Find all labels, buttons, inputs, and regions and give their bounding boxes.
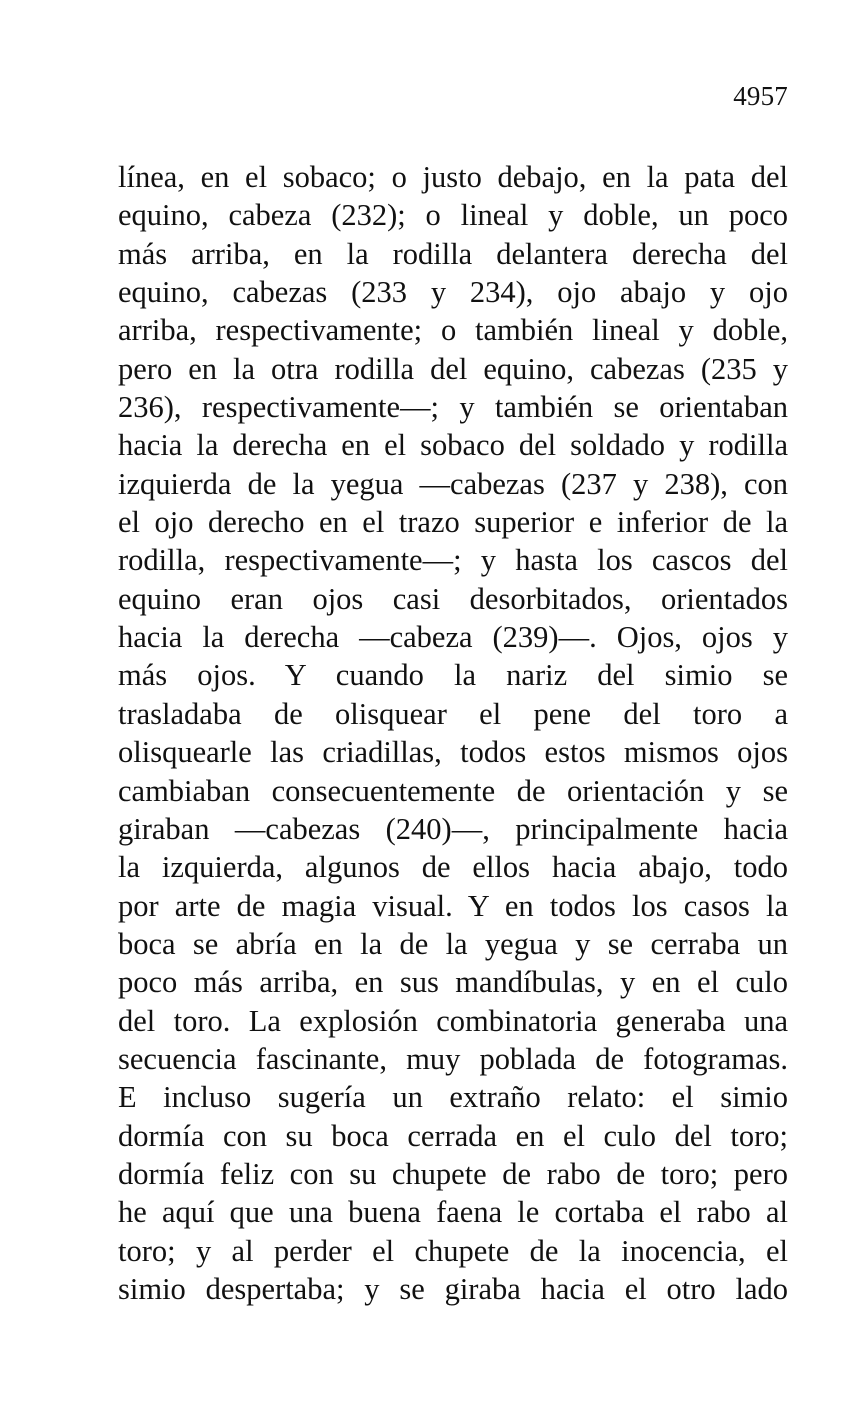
- text-line: he aquí que una buena faena le cortaba el rabo al: [118, 1195, 788, 1230]
- text-line: el ojo derecho en el trazo superior e inferior de la: [118, 505, 788, 540]
- text-line: giraban —cabezas (240)—, principalmente hacia: [118, 811, 788, 846]
- body-text: [118, 158, 788, 1308]
- text-line: por arte de magia visual. Y en todos los casos la: [118, 888, 788, 923]
- text-line: hacia la derecha en el sobaco del soldado y rodilla: [118, 428, 788, 463]
- text-line: arriba, respectivamente; o también lineal y doble,: [118, 313, 788, 348]
- text-line: del toro. La explosión combinatoria generaba una: [118, 1003, 788, 1038]
- text-line: izquierda de la yegua —cabezas (237 y 238), con: [118, 466, 788, 501]
- text-line: cambiaban consecuentemente de orientación y se: [118, 773, 788, 808]
- text-line: trasladaba de olisquear el pene del toro a: [118, 696, 788, 731]
- text-line: línea, en el sobaco; o justo debajo, en la pata del: [118, 160, 788, 194]
- text-line: boca se abría en la de la yegua y se cerraba un: [118, 926, 788, 961]
- text-line: olisquearle las criadillas, todos estos mismos ojos: [118, 735, 788, 770]
- text-line: dormía feliz con su chupete de rabo de toro; pero: [118, 1156, 788, 1191]
- text-line: equino, cabeza (232); o lineal y doble, un poco: [118, 198, 788, 233]
- text-line: poco más arriba, en sus mandíbulas, y en el culo: [118, 965, 788, 1000]
- text-line: secuencia fascinante, muy poblada de fotogramas.: [118, 1041, 788, 1076]
- text-line: simio despertaba; y se giraba hacia el otro lado: [118, 1271, 788, 1306]
- text-line: toro; y al perder el chupete de la inocencia, el: [118, 1233, 788, 1268]
- text-line: equino eran ojos casi desorbitados, orientados: [118, 581, 788, 616]
- text-line: pero en la otra rodilla del equino, cabezas (235 y: [118, 351, 788, 386]
- text-line: la izquierda, algunos de ellos hacia abajo, todo: [118, 850, 788, 885]
- text-line: más arriba, en la rodilla delantera derecha del: [118, 236, 788, 271]
- text-line: más ojos. Y cuando la nariz del simio se: [118, 658, 788, 693]
- text-line: dormía con su boca cerrada en el culo del toro;: [118, 1118, 788, 1153]
- text-line: equino, cabezas (233 y 234), ojo abajo y ojo: [118, 275, 788, 310]
- text-line: 236), respectivamente—; y también se orientaban: [118, 390, 788, 425]
- text-line: hacia la derecha —cabeza (239)—. Ojos, ojos y: [118, 620, 788, 655]
- text-line: rodilla, respectivamente—; y hasta los cascos del: [118, 543, 788, 578]
- page-number: 4957: [733, 81, 788, 111]
- text-line: E incluso sugería un extraño relato: el simio: [118, 1080, 788, 1115]
